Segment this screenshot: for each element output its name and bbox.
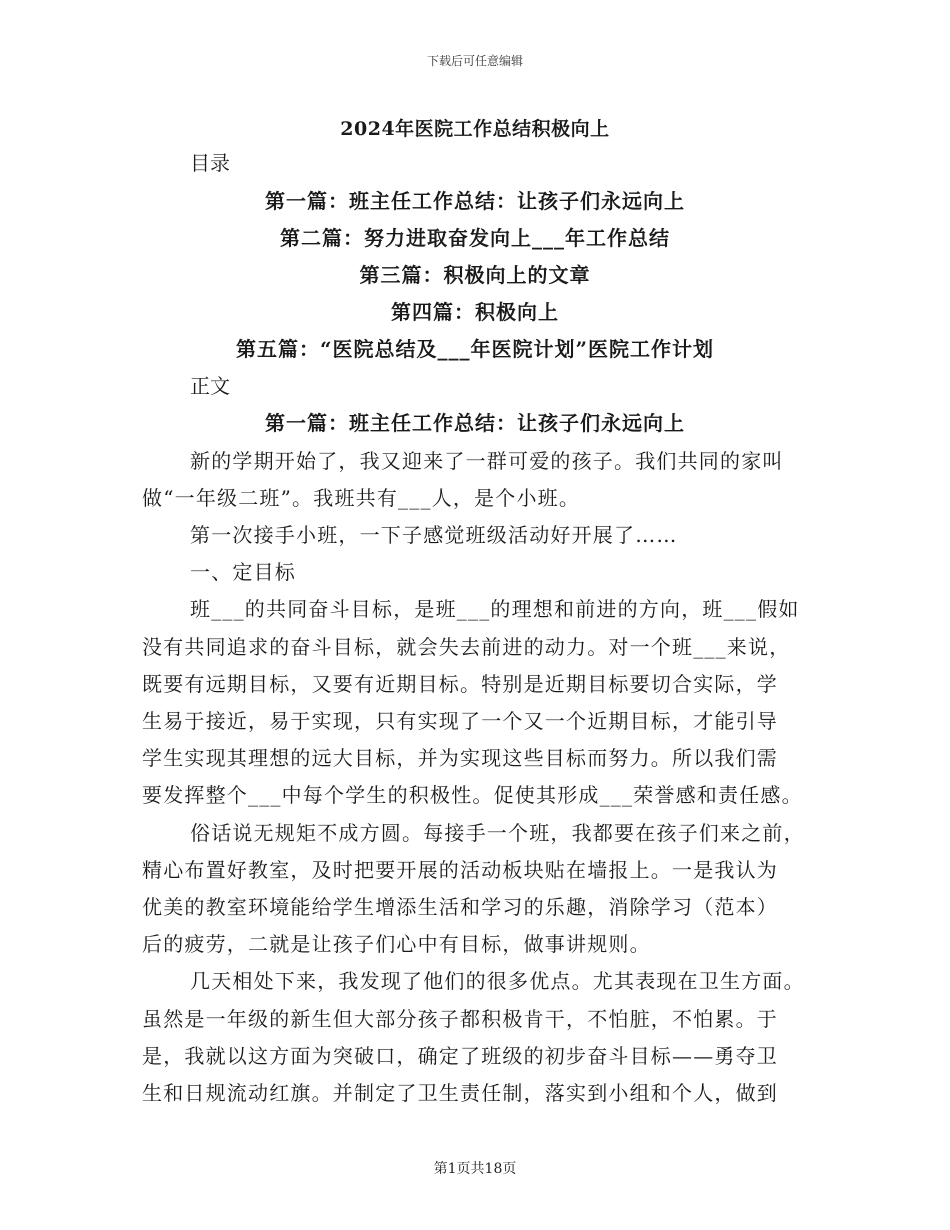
body-line: 一、定目标 — [190, 560, 296, 584]
body-line: 新的学期开始了，我又迎来了一群可爱的孩子。我们共同的家叫 — [190, 449, 784, 473]
body-line: 精心布置好教室，及时把要开展的活动板块贴在墙报上。一是我认为 — [142, 858, 778, 882]
body-line: 是，我就以这方面为突破口，确定了班级的初步奋斗目标——勇夺卫 — [142, 1044, 778, 1068]
toc-item-4: 第四篇：积极向上 — [391, 300, 559, 324]
body-line: 优美的教室环境能给学生增添生活和学习的乐趣，消除学习（范本） — [142, 895, 778, 919]
toc-item-3: 第三篇：积极向上的文章 — [359, 263, 591, 287]
body-label: 正文 — [190, 374, 230, 398]
chapter-title: 第一篇：班主任工作总结：让孩子们永远向上 — [265, 411, 685, 435]
toc-item-5: 第五篇：“医院总结及___年医院计划”医院工作计划 — [235, 337, 714, 361]
document-title: 2024年医院工作总结积极向上 — [340, 118, 610, 140]
body-line: 班___的共同奋斗目标，是班___的理想和前进的方向，班___假如 — [190, 597, 800, 621]
body-line: 虽然是一年级的新生但大部分孩子都积极肯干，不怕脏，不怕累。于 — [142, 1007, 778, 1031]
body-line: 生易于接近，易于实现，只有实现了一个又一个近期目标，才能引导 — [142, 709, 778, 733]
body-line: 做“一年级二班”。我班共有___人，是个小班。 — [142, 486, 581, 510]
body-line: 既要有远期目标，又要有近期目标。特别是近期目标要切合实际，学 — [142, 672, 778, 696]
toc-label: 目录 — [190, 151, 230, 175]
header-note: 下载后可任意编辑 — [426, 54, 523, 68]
body-line: 俗话说无规矩不成方圆。每接手一个班，我都要在孩子们来之前， — [190, 821, 805, 845]
body-line: 要发挥整个___中每个学生的积极性。促使其形成___荣誉感和责任感。 — [142, 783, 803, 807]
body-line: 生和日规流动红旗。并制定了卫生责任制，落实到小组和个人，做到 — [142, 1081, 778, 1105]
body-line: 学生实现其理想的远大目标，并为实现这些目标而努力。所以我们需 — [142, 746, 778, 770]
toc-item-2: 第二篇：努力进取奋发向上___年工作总结 — [280, 226, 670, 250]
toc-item-1: 第一篇：班主任工作总结：让孩子们永远向上 — [265, 189, 685, 213]
body-line: 没有共同追求的奋斗目标，就会失去前进的动力。对一个班___来说， — [142, 635, 791, 659]
body-line: 几天相处下来，我发现了他们的很多优点。尤其表现在卫生方面。 — [190, 969, 805, 993]
page-footer: 第1页共18页 — [433, 1161, 517, 1177]
body-line: 后的疲劳，二就是让孩子们心中有目标，做事讲规则。 — [142, 932, 651, 956]
body-line: 第一次接手小班，一下子感觉班级活动好开展了…… — [190, 523, 678, 547]
